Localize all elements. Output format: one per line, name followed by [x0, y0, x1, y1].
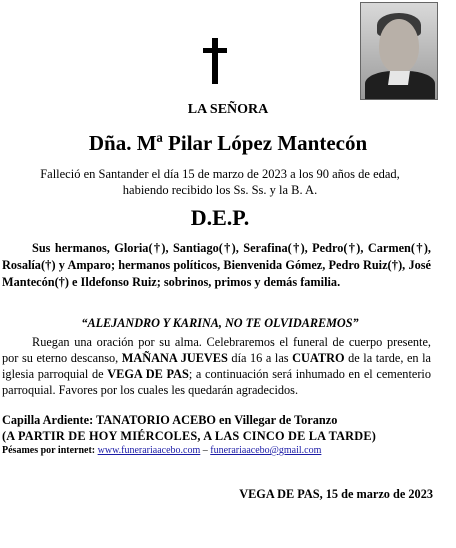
death-notice [0, 166, 440, 198]
death-notice-line2: habiendo recibido los Ss. Ss. y la B. A. [122, 183, 318, 197]
latin-cross-icon [197, 38, 233, 84]
portrait-photo [360, 2, 438, 100]
prayer-church: VEGA DE PAS [107, 367, 189, 381]
prayer-text-4: ; a continuación será inhumado en el cementerio parroquial. Favores por los cuales les quedarán agradecidos. [2, 367, 431, 397]
prayer-text-3: de la tarde, en la iglesia parroquial de [2, 351, 432, 381]
photo-collar [388, 71, 410, 85]
email-link[interactable]: funerariaacebo@gmail.com [210, 445, 322, 456]
funeral-paragraph [2, 334, 431, 398]
chapel-info: Capilla Ardiente: TANATORIO ACEBO en Villegar de Toranzo [2, 413, 338, 427]
deceased-name: Dña. Mª Pilar López Mantecón [88, 131, 368, 155]
prayer-day: MAÑANA JUEVES [121, 351, 228, 365]
prayer-text-2: día 16 a las [227, 351, 293, 365]
photo-face [379, 19, 419, 73]
honorific: LA SEÑORA [187, 102, 269, 117]
prayer-text-1: Ruegan una oración por su alma. Celebraremos el funeral de cuerpo presente, por su eterno descanso, [2, 335, 431, 365]
death-notice-line1: Falleció en Santander el día 15 de marzo de 2023 a los 90 años de edad, [40, 167, 400, 181]
website-link[interactable]: www.funerariaacebo.com [97, 445, 201, 456]
family-paragraph: Sus hermanos, Gloria(†), Santiago(†), Serafina(†), Pedro(†), Carmen(†), Rosalía(†) y Amparo; hermanos políticos, Bienvenida Gómez, Pedro Ruiz(†), José Mantecón(†) e Ildefonso Ruiz; sobrinos, primos y demás familia. [2, 241, 431, 289]
memorial-quote: “ALEJANDRO Y KARINA, NO TE OLVIDAREMOS” [81, 316, 359, 330]
dep-heading: D.E.P. [190, 205, 250, 230]
place-date: VEGA DE PAS, 15 de marzo de 2023 [239, 487, 433, 501]
condolences-line [2, 445, 321, 456]
condolences-separator: – [200, 445, 211, 456]
condolences-label: Pésames por internet: [2, 445, 96, 456]
prayer-time: CUATRO [292, 351, 345, 365]
chapel-hours: (A PARTIR DE HOY MIÉRCOLES, A LAS CINCO DE LA TARDE) [2, 429, 377, 443]
